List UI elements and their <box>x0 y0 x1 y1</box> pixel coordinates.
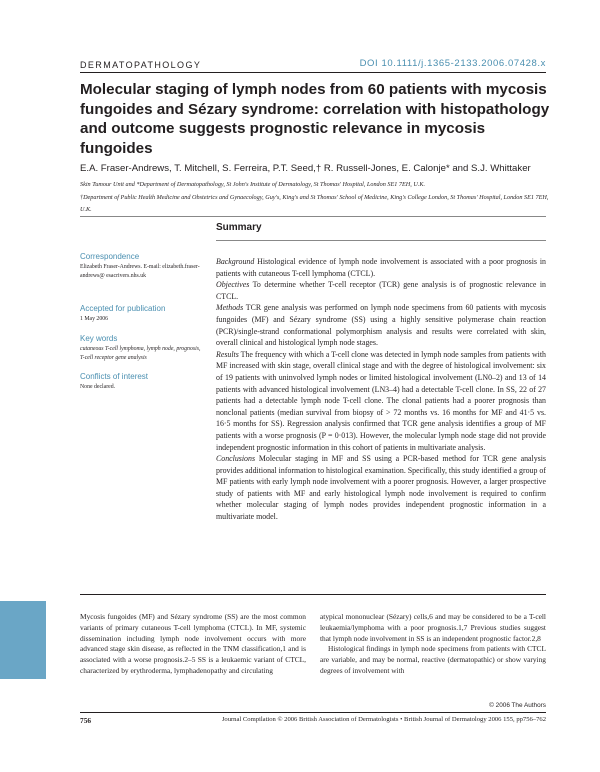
abstract-label: Objectives <box>216 280 250 290</box>
abstract-text: Molecular staging in MF and SS using a PCR-based method for TCR gene analysis provides additional information to histological examination. Specifically, this study identified a group of MF patients with early lymph node involvement with a poorer prognosis. However, a larger prospective study of patients with MF and early histological lymph node involvement is required to confirm whether molecular staging of lymph nodes provides independent prognostic information in a multivariate model. <box>216 454 546 522</box>
body-column-right <box>320 612 546 677</box>
keywords-heading: Key words <box>80 334 118 343</box>
summary-underline <box>216 240 546 241</box>
abstract-text: TCR gene analysis was performed on lymph node specimens from 60 patients with mycosis fungoides (MF) and Sézary syndrome (SS) using a highly sensitive polymerase chain reaction (PCR)/single-strand conformational polymorphism analysis and results were correlated with skin, overall clinical and histological lymph node stages. <box>216 303 546 348</box>
accepted-block <box>80 304 206 330</box>
keywords-text: cutaneous T-cell lymphoma, lymph node, prognosis, T-cell receptor gene analysis <box>80 346 201 361</box>
correspondence-text: Elizabeth Fraser-Andrews. E-mail: elizabeth.fraser-andrews@ esacrivers.nhs.uk <box>80 264 200 279</box>
affiliation: †Department of Public Health Medicine and Obstetrics and Gynaecology, Guy's, King's and St Thomas' School of Medicine, King's College London, St Thomas' Hospital, London SE1 7EH, U.K. <box>80 194 549 213</box>
accepted-date: 1 May 2006 <box>80 316 109 322</box>
doi-link[interactable]: DOI 10.1111/j.1365-2133.2006.07428.x <box>359 58 546 69</box>
body-paragraph: Mycosis fungoides (MF) and Sézary syndrome (SS) are the most common variants of primary cutaneous T-cell lymphoma (CTCL). In MF, systemic dissemination including lymph node involvement occurs with more advanced stage skin disease, as reflected in the TNM classification,1 and is associated with a worse prognosis.2–5 SS is a leukaemic variant of CTCL, characterized by erythroderma, lymphadenopathy and circulating <box>80 612 306 675</box>
abstract-text: The frequency with which a T-cell clone was detected in lymph node samples from patients with MF increased with skin stage, overall clinical stage and with the degree of histological involvement: six of 19 patients with uninvolved lymph nodes or limited histological involvement (LN0–2) and 13 of 14 patients with advanced histological involvement (LN3–4) had a detectable T-cell clone. In SS, 22 of 27 patients had a detectable lymph node T-cell clone. The clonal patients had a poorer prognosis than nonclonal patients (median survival from biopsy of > 72 months vs. 16 months for MF and 41·5 vs. 16·5 months for SS). Regression analysis confirmed that TCR gene analysis identifies a group of MF patients with a worse prognosis (P = 0·013). However, the molecular lymph node stage did not provide independent prognostic information in this cohort of patients in multivariate analysis. <box>216 349 546 452</box>
body-paragraph: atypical mononuclear (Sézary) cells,6 and may be considered to be a T-cell leukaemia/lymphoma with a poor prognosis.1,7 Previous studies suggest that lymph node involvement in SS is an independent prognostic factor.2,8 <box>320 612 546 643</box>
body-paragraph: Histological findings in lymph node specimens from patients with CTCL are variable, and may be normal, reactive (dermatopathic) or show varying degrees of involvement with <box>320 644 546 675</box>
conflicts-text: None declared. <box>80 384 116 390</box>
abstract-conclusions <box>216 453 546 523</box>
page-number: 756 <box>80 716 92 725</box>
copyright-notice: © 2006 The Authors <box>489 702 546 709</box>
abstract-text: To determine whether T-cell receptor (TCR) gene analysis is of prognostic relevance in CTCL. <box>216 280 546 301</box>
author-list: E.A. Fraser-Andrews, T. Mitchell, S. Ferreira, P.T. Seed,† R. Russell-Jones, E. Calonje* and S.J. Whittaker <box>80 163 531 174</box>
abstract-methods <box>216 302 546 348</box>
journal-citation: Journal Compilation © 2006 British Association of Dermatologists • British Journal of Dermatology 2006 155, pp756–762 <box>221 716 546 723</box>
conflicts-block <box>80 372 206 398</box>
abstract-label: Conclusions <box>216 454 256 464</box>
abstract-objectives <box>216 279 546 302</box>
top-divider <box>80 72 546 73</box>
summary-divider <box>80 216 546 217</box>
abstract-label: Results <box>216 349 239 359</box>
abstract-label: Methods <box>216 303 244 313</box>
abstract-label: Background <box>216 257 255 266</box>
accepted-heading: Accepted for publication <box>80 304 166 313</box>
section-color-tab <box>0 601 46 679</box>
body-column-left <box>80 612 306 677</box>
abstract-results <box>216 349 546 453</box>
correspondence-block <box>80 252 206 287</box>
article-title: Molecular staging of lymph nodes from 60 patients with mycosis fungoides and Sézary syndrome: correlation with histopathology and outcome suggests prognostic relevance in mycosis fungoides <box>80 81 550 157</box>
conflicts-heading: Conflicts of interest <box>80 372 149 381</box>
affiliation: Skin Tumour Unit and *Department of Dermatopathology, St John's Institute of Dermatology, St Thomas' Hospital, London SE1 7EH, U.K. <box>80 181 426 188</box>
keywords-block <box>80 334 206 369</box>
abstract <box>216 256 546 523</box>
body-divider <box>80 594 546 595</box>
abstract-text: Histological evidence of lymph node involvement is associated with a poor prognosis in patients with cutaneous T-cell lymphoma (CTCL). <box>216 257 546 278</box>
abstract-background <box>216 256 546 279</box>
section-label: DERMATOPATHOLOGY <box>80 60 202 70</box>
footer-divider <box>80 712 546 713</box>
summary-heading: Summary <box>216 222 262 233</box>
correspondence-heading: Correspondence <box>80 252 140 261</box>
